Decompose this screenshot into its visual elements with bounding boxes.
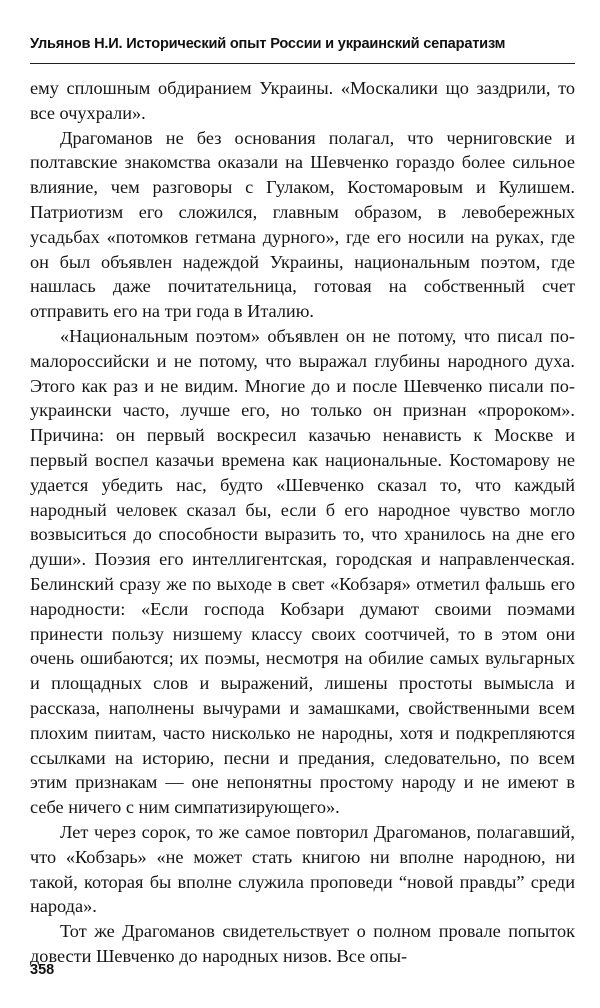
running-head: Ульянов Н.И. Исторический опыт России и украинский сепаратизм [30,36,506,52]
paragraph: Драгоманов не без основания полагал, что черниговские и полтавские знакомства оказали на Шевченко гораздо более сильное влияние, чем разговоры с Гулаком, Костомаровым и Кулишем. Патриотизм его сложился, главным образом, в левобережных усадьбах «потомков гетмана дурного», где его носили на руках, где он был объявлен надеждой Украины, национальным поэтом, где нашлась даже почитательница, готовая на собственный счет отправить его на три года в Италию. [30,127,575,322]
header-rule [30,63,575,64]
paragraph: Тот же Драгоманов свидетельствует о полном провале попыток довести Шевченко до народных низов. Все опы- [30,921,575,966]
paragraph: Лет через сорок, то же самое повторил Драгоманов, полагавший, что «Кобзарь» «не может стать книгою ни вполне народною, ни такой, которая бы вполне служила проповеди “новой правды” среди народа». [30,821,575,917]
paragraph: «Национальным поэтом» объявлен он не потому, что писал по-малороссийски и не потому, что выражал глубины народного духа. Этого как раз и не видим. Многие до и после Шевченко писали по-украински часто, лучше его, но только он признан «пророком». Причина: он первый воскресил казачью ненависть к Москве и первый воспел казачьи времена как национальные. Костомарову не удается убедить нас, будто «Шевченко сказал то, что каждый народный человек сказал бы, если б его народное чувство могло возвыситься до способности выразить то, что хранилось на дне его души». Поэзия его интеллигентская, городская и направленческая. Белинский сразу же по выходе в свет «Кобзаря» отметил фальшь его народности: «Если господа Кобзари думают своими поэмами принести пользу низшему классу своих соотчичей, то в этом они очень ошибаются; их поэмы, несмотря на обилие самых вульгарных и площадных слов и выражений, лишены простоты вымысла и рассказа, наполнены вычурами и замашками, свойственными всем плохим пиитам, часто нисколько не народны, хотя и подкрепляются ссылками на историю, песни и предания, следовательно, по всем этим признакам — оне непонятны простому народу и не имеют в себе ничего с ним симпатизирующего». [30,325,575,818]
paragraph-continuation: ему сплошным обдиранием Украины. «Москалики що заздрили, то все очухрали». [30,78,575,123]
body-text [30,76,575,969]
page-number: 358 [30,962,55,978]
